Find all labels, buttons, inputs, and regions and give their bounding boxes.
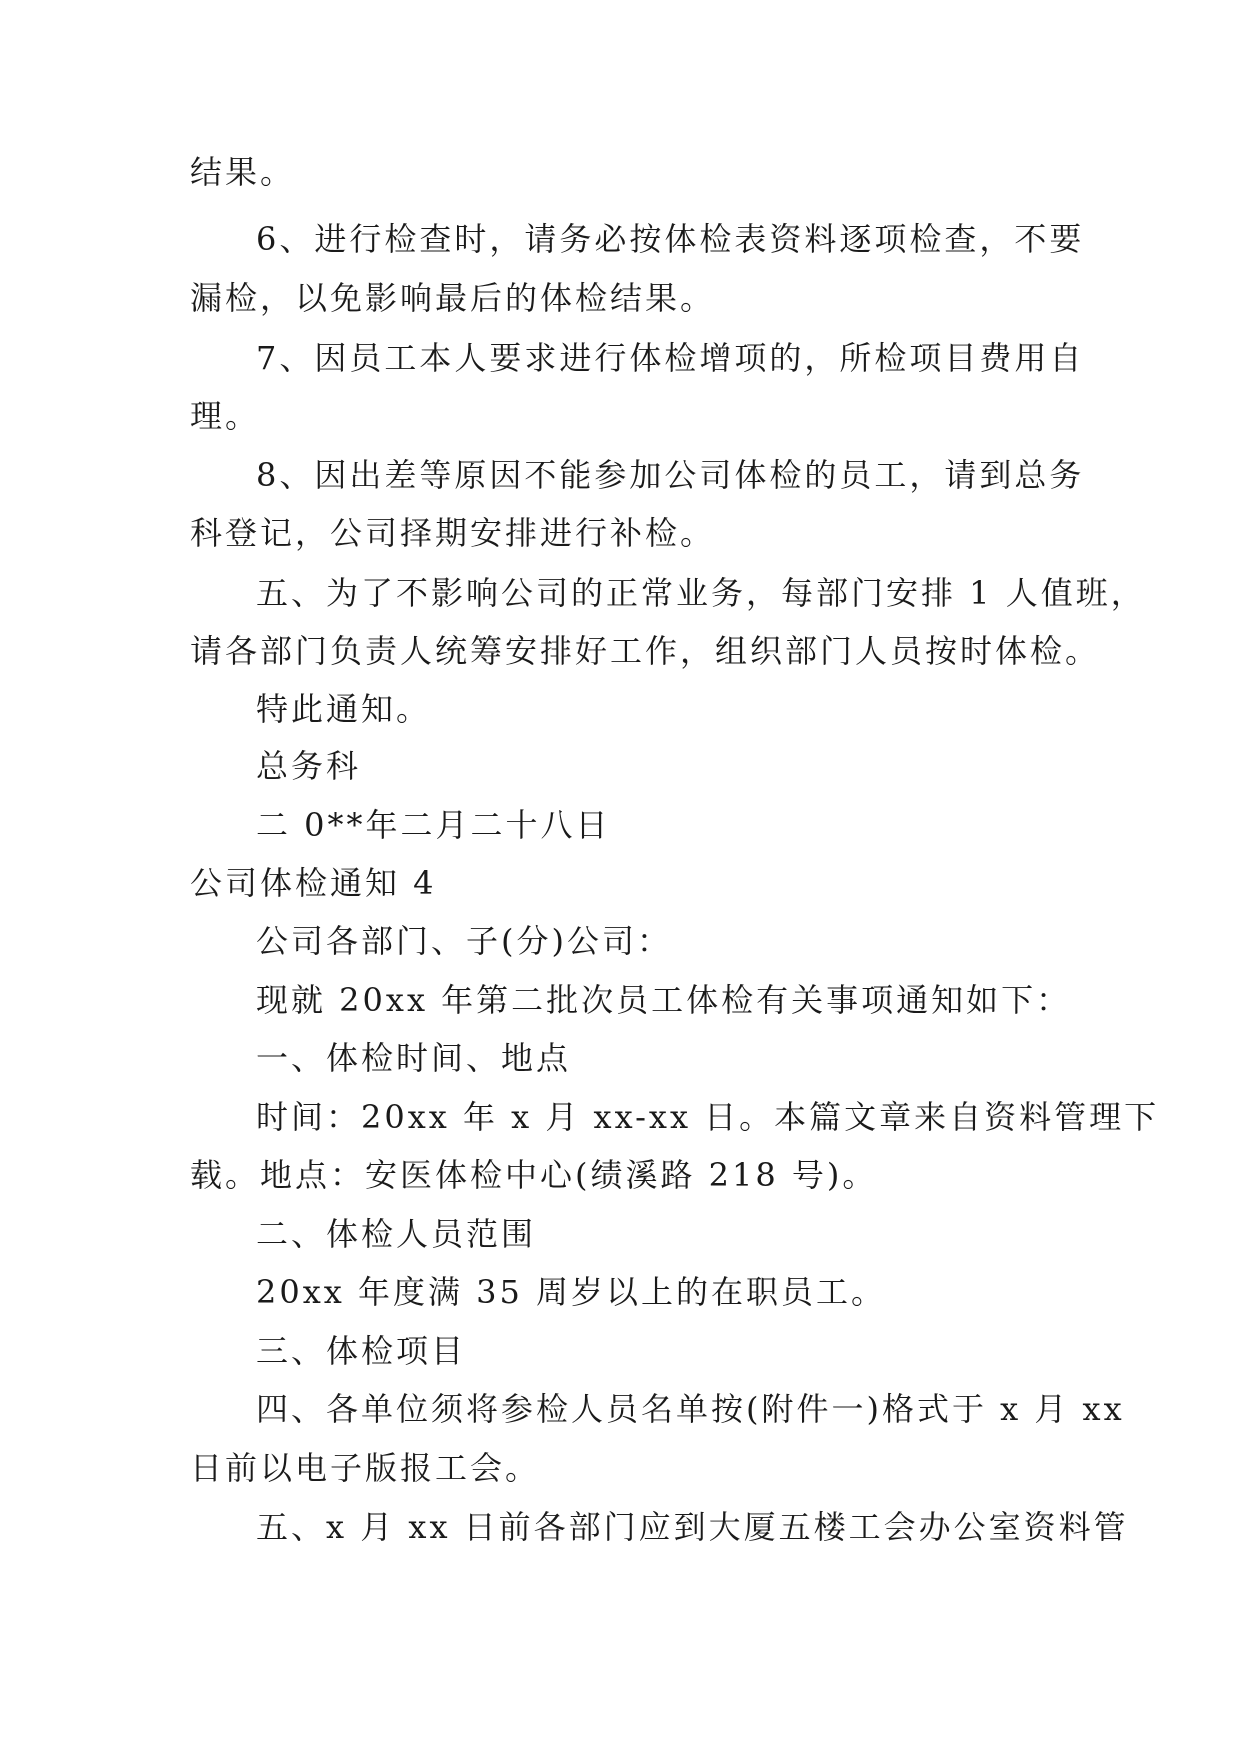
- text-line: 请各部门负责人统筹安排好工作，组织部门人员按时体检。: [190, 632, 1101, 670]
- text-line: 四、各单位须将参检人员名单按(附件一)格式于 x 月 xx: [256, 1390, 1125, 1428]
- text-line: 一、体检时间、地点: [256, 1039, 572, 1077]
- text-line: 公司各部门、子(分)公司：: [256, 922, 672, 960]
- text-line: 7、因员工本人要求进行体检增项的，所检项目费用自: [256, 339, 1085, 377]
- text-line: 6、进行检查时，请务必按体检表资料逐项检查，不要: [256, 220, 1085, 258]
- section-title: 公司体检通知 4: [190, 864, 437, 902]
- text-line: 理。: [190, 397, 261, 435]
- text-line: 结果。: [190, 153, 296, 191]
- text-line: 特此通知。: [256, 690, 432, 728]
- text-line: 载。地点：安医体检中心(绩溪路 218 号)。: [190, 1156, 878, 1194]
- text-line: 二、体检人员范围: [256, 1215, 537, 1253]
- text-line: 现就 20xx 年第二批次员工体检有关事项通知如下：: [256, 981, 1072, 1019]
- text-line: 时间：20xx 年 x 月 xx-xx 日。本篇文章来自资料管理下: [256, 1098, 1160, 1136]
- text-line: 三、体检项目: [256, 1332, 467, 1370]
- text-line: 漏检，以免影响最后的体检结果。: [190, 279, 716, 317]
- text-line: 8、因出差等原因不能参加公司体检的员工，请到总务: [256, 456, 1085, 494]
- text-line: 二 0**年二月二十八日: [256, 806, 611, 844]
- text-line: 五、为了不影响公司的正常业务，每部门安排 1 人值班，: [256, 574, 1146, 612]
- text-line: 五、x 月 xx 日前各部门应到大厦五楼工会办公室资料管: [256, 1508, 1129, 1546]
- text-line: 20xx 年度满 35 周岁以上的在职员工。: [256, 1273, 887, 1311]
- text-line: 日前以电子版报工会。: [190, 1449, 541, 1487]
- text-line: 总务科: [256, 747, 362, 785]
- text-line: 科登记，公司择期安排进行补检。: [190, 514, 716, 552]
